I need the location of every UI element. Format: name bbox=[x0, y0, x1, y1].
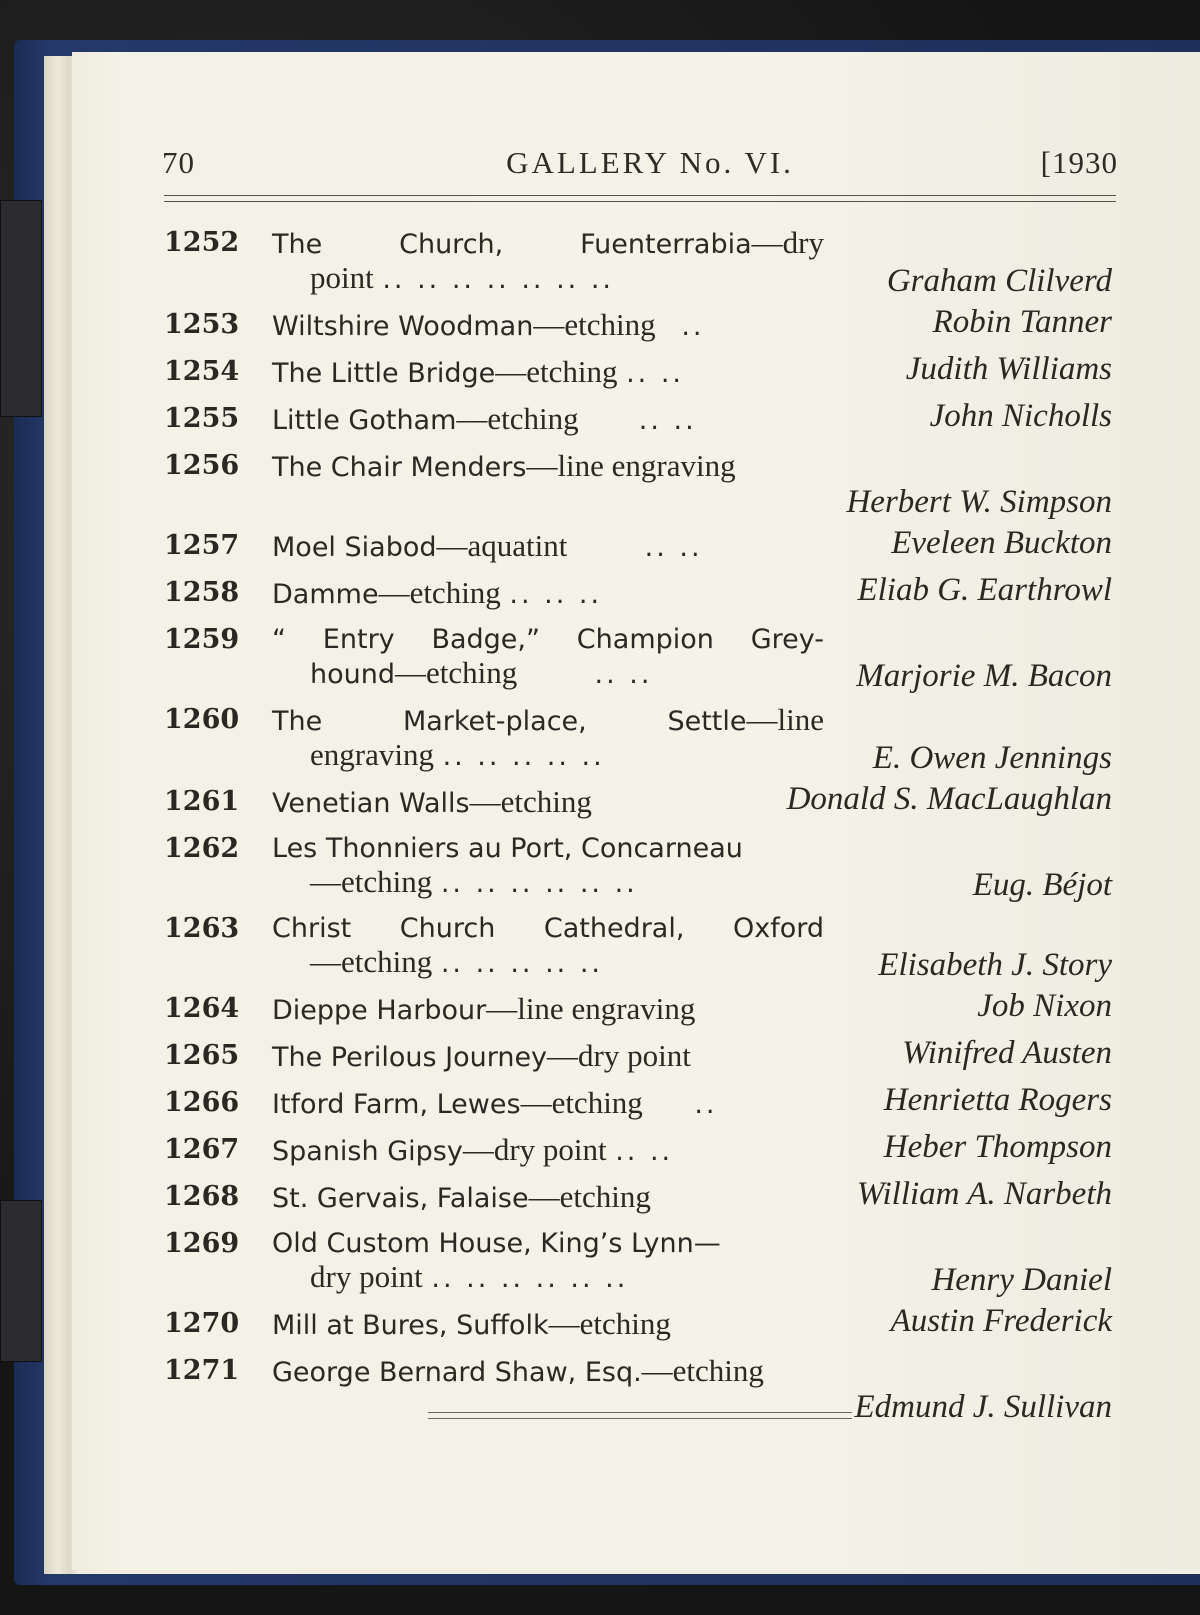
catalogue-entry bbox=[0, 572, 1200, 611]
entry-artist: Donald S. MacLaughlan bbox=[786, 781, 1112, 817]
entry-artist: Henrietta Rogers bbox=[883, 1082, 1112, 1118]
catalogue-entry bbox=[0, 1129, 1200, 1168]
catalogue-entry bbox=[0, 702, 1200, 776]
entry-medium: —etching bbox=[495, 354, 618, 389]
entry-number: 1257 bbox=[164, 530, 240, 561]
entry-artist: William A. Narbeth bbox=[856, 1176, 1112, 1212]
entry-number: 1270 bbox=[164, 1308, 240, 1339]
entry-number: 1254 bbox=[164, 356, 240, 387]
entry-title-line bbox=[272, 703, 824, 738]
catalogue-entry bbox=[0, 304, 1200, 343]
entry-title-line bbox=[272, 992, 824, 1027]
header-rule-top bbox=[164, 195, 1116, 196]
footer-rule-top bbox=[428, 1412, 852, 1413]
entry-title: Moel Siabod bbox=[272, 532, 437, 563]
entry-title-line bbox=[272, 1039, 824, 1074]
entry-title-line bbox=[272, 785, 824, 820]
entry-artist: Graham Clilverd bbox=[886, 263, 1112, 299]
entry-continuation: point bbox=[310, 260, 374, 295]
page-number: 70 bbox=[162, 145, 195, 180]
entry-number: 1261 bbox=[164, 786, 240, 817]
entry-medium: —etching bbox=[528, 1179, 651, 1214]
entry-continuation: hound bbox=[310, 659, 395, 690]
entry-artist: Eveleen Buckton bbox=[891, 525, 1112, 561]
leader-dots: .. .. bbox=[615, 1136, 674, 1167]
entry-artist: Marjorie M. Bacon bbox=[856, 658, 1112, 694]
catalogue-entry bbox=[0, 988, 1200, 1027]
entry-title-line bbox=[272, 402, 824, 437]
catalogue-entry bbox=[0, 448, 1200, 520]
entry-number: 1271 bbox=[164, 1355, 240, 1386]
catalogue-entry bbox=[0, 351, 1200, 390]
page-title: GALLERY No. VI. bbox=[506, 145, 794, 180]
catalogue-entry bbox=[0, 525, 1200, 564]
entry-artist: Eliab G. Earthrowl bbox=[857, 572, 1112, 608]
entry-continuation: —etching bbox=[310, 944, 433, 979]
page-year: [1930 bbox=[1040, 145, 1118, 180]
entry-title-line bbox=[272, 449, 824, 484]
entry-title: Mill at Bures, Suffolk bbox=[272, 1310, 549, 1341]
catalogue-entry bbox=[0, 1227, 1200, 1298]
entry-title-line bbox=[272, 1227, 824, 1260]
entry-number: 1264 bbox=[164, 993, 240, 1024]
artist-row bbox=[0, 484, 1200, 520]
entry-medium: —etching bbox=[533, 307, 656, 342]
entry-medium: —dry point bbox=[547, 1038, 691, 1073]
entry-medium: —etching bbox=[378, 575, 501, 610]
entry-number: 1256 bbox=[164, 450, 240, 481]
leader-dots: .. .. .. .. .. .. .. bbox=[382, 264, 614, 295]
entry-title: The Perilous Journey bbox=[272, 1042, 548, 1073]
catalogue-entry bbox=[0, 225, 1200, 299]
entry-number: 1258 bbox=[164, 577, 240, 608]
entry-title: Old Custom House, King’s Lynn— bbox=[272, 1228, 721, 1259]
entry-artist: E. Owen Jennings bbox=[872, 740, 1112, 776]
entry-title: Itford Farm, Lewes bbox=[272, 1089, 521, 1120]
entry-medium: —line engraving bbox=[486, 991, 696, 1026]
entry-number: 1263 bbox=[164, 913, 240, 944]
entry-title: The Little Bridge bbox=[272, 358, 496, 389]
entry-continuation: dry point bbox=[310, 1259, 423, 1294]
catalogue-entry bbox=[0, 623, 1200, 694]
leader-dots: .. .. .. bbox=[509, 579, 603, 610]
leader-dots: .. .. .. .. .. .. bbox=[431, 1263, 629, 1294]
entry-title-line bbox=[272, 355, 824, 390]
entry-number: 1262 bbox=[164, 833, 240, 864]
entry-artist: Eug. Béjot bbox=[972, 867, 1112, 903]
entry-artist: Edmund J. Sullivan bbox=[854, 1389, 1112, 1425]
entry-number: 1260 bbox=[164, 704, 240, 735]
catalogue-entry bbox=[0, 912, 1200, 983]
entry-medium: —line bbox=[746, 702, 824, 737]
entry-title-line bbox=[272, 308, 824, 343]
catalogue-entry bbox=[0, 1303, 1200, 1342]
entry-title: “ Entry Badge,” Champion Grey- bbox=[272, 624, 824, 655]
entry-medium: —dry point bbox=[462, 1132, 607, 1167]
entry-artist: Herbert W. Simpson bbox=[846, 484, 1112, 520]
leader-dots: .. .. bbox=[644, 532, 703, 563]
entry-number: 1255 bbox=[164, 403, 240, 434]
leader-dots: .. .. .. .. .. bbox=[442, 741, 605, 772]
entry-artist: John Nicholls bbox=[929, 398, 1112, 434]
entry-continuation: engraving bbox=[310, 737, 434, 772]
entry-number: 1268 bbox=[164, 1181, 240, 1212]
entry-artist: Henry Daniel bbox=[931, 1262, 1112, 1298]
leader-dots: .. .. bbox=[594, 659, 653, 690]
entry-title: Wiltshire Woodman bbox=[272, 311, 534, 342]
leader-dots: .. .. bbox=[626, 358, 684, 389]
entry-title: Spanish Gipsy bbox=[272, 1136, 463, 1167]
entry-medium: —aquatint bbox=[436, 528, 568, 563]
header-rule-bottom bbox=[164, 201, 1116, 202]
entry-title: Little Gotham bbox=[272, 405, 457, 436]
entry-title-line bbox=[272, 1354, 824, 1389]
leader-dots: .. bbox=[694, 1089, 718, 1120]
entry-title-line bbox=[272, 1133, 824, 1168]
entry-number: 1269 bbox=[164, 1228, 240, 1259]
catalogue-entry bbox=[0, 832, 1200, 903]
entry-title-line bbox=[272, 1180, 824, 1215]
entry-title: St. Gervais, Falaise bbox=[272, 1183, 529, 1214]
entry-title-line bbox=[272, 623, 824, 656]
entry-title: The Church, Fuenterrabia bbox=[272, 229, 752, 260]
entry-medium: —etching bbox=[520, 1085, 643, 1120]
entry-number: 1265 bbox=[164, 1040, 240, 1071]
entry-title-line bbox=[272, 529, 824, 564]
footer-rule-bottom bbox=[428, 1418, 852, 1419]
entry-title: Christ Church Cathedral, Oxford bbox=[272, 913, 824, 944]
entry-number: 1266 bbox=[164, 1087, 240, 1118]
entry-artist: Winifred Austen bbox=[902, 1035, 1112, 1071]
entry-number: 1253 bbox=[164, 309, 240, 340]
entry-artist: Robin Tanner bbox=[932, 304, 1112, 340]
entry-title: Dieppe Harbour bbox=[272, 995, 487, 1026]
entry-medium: —dry bbox=[751, 225, 824, 260]
entry-title: The Market-place, Settle bbox=[272, 706, 747, 737]
entry-title: Venetian Walls bbox=[272, 788, 470, 819]
entry-artist: Austin Frederick bbox=[890, 1303, 1112, 1339]
entry-medium: —etching bbox=[456, 401, 579, 436]
leader-dots: .. .. bbox=[638, 405, 697, 436]
catalogue-entry bbox=[0, 781, 1200, 820]
entry-medium: —etching bbox=[641, 1353, 764, 1388]
entry-number: 1267 bbox=[164, 1134, 240, 1165]
entry-artist: Judith Williams bbox=[905, 351, 1112, 387]
entry-continuation: —etching bbox=[310, 864, 433, 899]
entry-title: George Bernard Shaw, Esq. bbox=[272, 1357, 642, 1388]
entry-title-line bbox=[272, 576, 824, 611]
entry-title-line bbox=[272, 1086, 824, 1121]
entry-title: Les Thonniers au Port, Concarneau bbox=[272, 833, 743, 864]
leader-dots: .. bbox=[681, 311, 705, 342]
catalogue-entry bbox=[0, 398, 1200, 437]
entry-artist: Elisabeth J. Story bbox=[878, 947, 1112, 983]
catalogue-list bbox=[0, 226, 1200, 1434]
catalogue-entry bbox=[0, 1035, 1200, 1074]
catalogue-entry bbox=[0, 1176, 1200, 1215]
entry-title-line bbox=[272, 832, 824, 865]
entry-title: Damme bbox=[272, 579, 379, 610]
entry-number: 1252 bbox=[164, 227, 240, 258]
entry-title-line bbox=[272, 226, 824, 261]
leader-dots: .. .. .. .. .. .. bbox=[440, 868, 638, 899]
entry-title-line bbox=[272, 912, 824, 945]
leader-dots: .. .. .. .. .. bbox=[440, 948, 603, 979]
entry-artist: Job Nixon bbox=[977, 988, 1112, 1024]
entry-medium: —etching bbox=[395, 655, 518, 690]
entry-artist: Heber Thompson bbox=[883, 1129, 1112, 1165]
catalogue-entry bbox=[0, 1082, 1200, 1121]
entry-medium: —etching bbox=[548, 1306, 671, 1341]
entry-title: The Chair Menders bbox=[272, 452, 527, 483]
entry-title-line bbox=[272, 1307, 824, 1342]
entry-number: 1259 bbox=[164, 624, 240, 655]
entry-medium: —line engraving bbox=[526, 448, 736, 483]
entry-medium: —etching bbox=[469, 784, 592, 819]
